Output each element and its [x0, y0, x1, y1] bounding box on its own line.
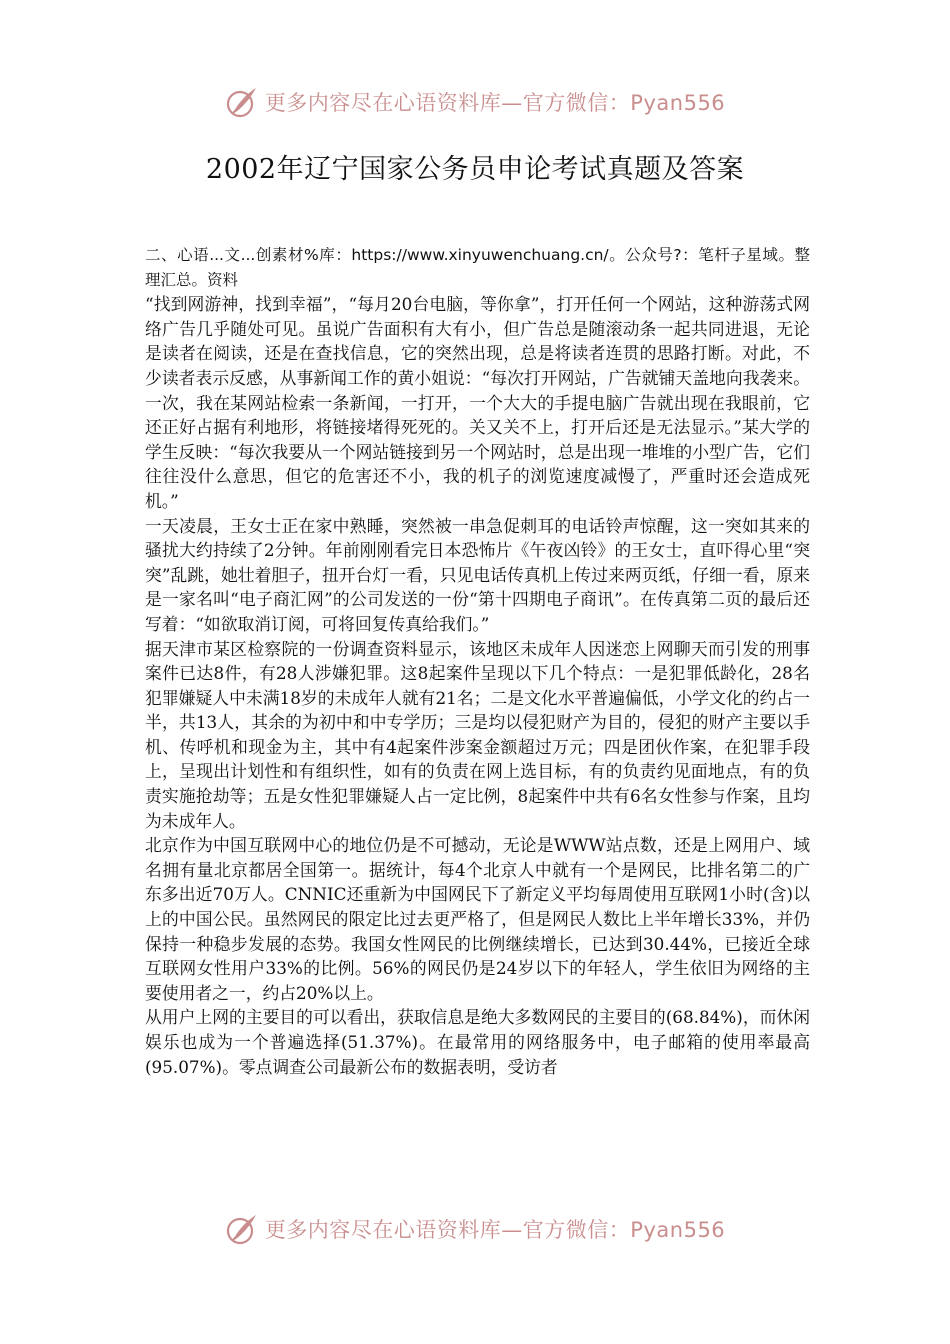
paragraph-4: 北京作为中国互联网中心的地位仍是不可撼动，无论是WWW站点数，还是上网用户、域名拥有量北京都居全国第一。据统计，每4个北京人中就有一个是网民，比排名第二的广东多出近70万人。CNNIC还重新为中国网民下了新定义平均每周使用互联网1小时(含)以上的中国公民。虽然网民的限定比过去更严格了，但是网民人数比上半年增长33%，并仍保持一种稳步发展的态势。我国女性网民的比例继续增长，已达到30.44%，已接近全球互联网女性用户33%的比例。56%的网民仍是24岁以下的年轻人，学生依旧为网络的主要使用者之一，约占20%以上。	[145, 835, 810, 1003]
paragraph-2: 一天凌晨，王女士正在家中熟睡，突然被一串急促刺耳的电话铃声惊醒，这一突如其来的骚扰大约持续了2分钟。年前刚刚看完日本恐怖片《午夜凶铃》的王女士，直吓得心里“突突”乱跳，她壮着胆子，扭开台灯一看，只见电话传真机上传过来两页纸，仔细一看，原来是一家名叫“电子商汇网”的公司发送的一份“第十四期电子商讯”。在传真第二页的最后还写着：“如欲取消订阅，可将回复传真给我们。”	[145, 515, 810, 634]
document-title: 2002年辽宁国家公务员申论考试真题及答案	[205, 154, 745, 185]
header-banner	[0, 80, 950, 124]
header-banner-text: 更多内容尽在心语资料库—官方微信：Pyan556	[264, 91, 726, 115]
pen-quill-icon	[225, 85, 259, 119]
document-body	[145, 243, 810, 1079]
pen-quill-icon	[225, 1212, 259, 1246]
footer-banner	[0, 1207, 950, 1251]
paragraph-5: 从用户上网的主要目的可以看出，获取信息是绝大多数网民的主要目的(68.84%)，而休闲娱乐也成为一个普遍选择(51.37%)。在最常用的网络服务中，电子邮箱的使用率最高(95.07%)。零点调查公司最新公布的数据表明，受访者	[145, 1007, 810, 1077]
paragraph-3: 据天津市某区检察院的一份调查资料显示，该地区未成年人因迷恋上网聊天而引发的刑事案件已达8件，有28人涉嫌犯罪。这8起案件呈现以下几个特点：一是犯罪低龄化，28名犯罪嫌疑人中未满18岁的未成年人就有21名；二是文化水平普遍偏低，小学文化的约占一半，共13人，其余的为初中和中专学历；三是均以侵犯财产为目的，侵犯的财产主要以手机、传呼机和现金为主，其中有4起案件涉案金额超过万元；四是团伙作案，在犯罪手段上，呈现出计划性和有组织性，如有的负责在网上选目标，有的负责约见面地点，有的负责实施抢劫等；五是女性犯罪嫌疑人占一定比例，8起案件中共有6名女性参与作案，且均为未成年人。	[145, 638, 810, 831]
paragraph-1: “找到网游神，找到幸福”，“每月20台电脑，等你拿”，打开任何一个网站，这种游荡式网络广告几乎随处可见。虽说广告面积有大有小，但广告总是随滚动条一起共同进退，无论是读者在阅读，还是在查找信息，它的突然出现，总是将读者连贯的思路打断。对此，不少读者表示反感，从事新闻工作的黄小姐说：“每次打开网站，广告就铺天盖地向我袭来。一次，我在某网站检索一条新闻，一打开，一个大大的手提电脑广告就出现在我眼前，它还正好占据有利地形，将链接堵得死死的。关又关不上，打开后还是无法显示。”某大学的学生反映：“每次我要从一个网站链接到另一个网站时，总是出现一堆堆的小型广告，它们往往没什么意思，但它的危害还不小，我的机子的浏览速度减慢了，严重时还会造成死机。”	[145, 294, 810, 511]
footer-banner-text: 更多内容尽在心语资料库—官方微信：Pyan556	[264, 1218, 726, 1242]
intro-line: 二、心语...文...创素材%库：https://www.xinyuwenchuang.cn/。公众号?：笔杆子星域。整理汇总。资料	[145, 246, 810, 289]
